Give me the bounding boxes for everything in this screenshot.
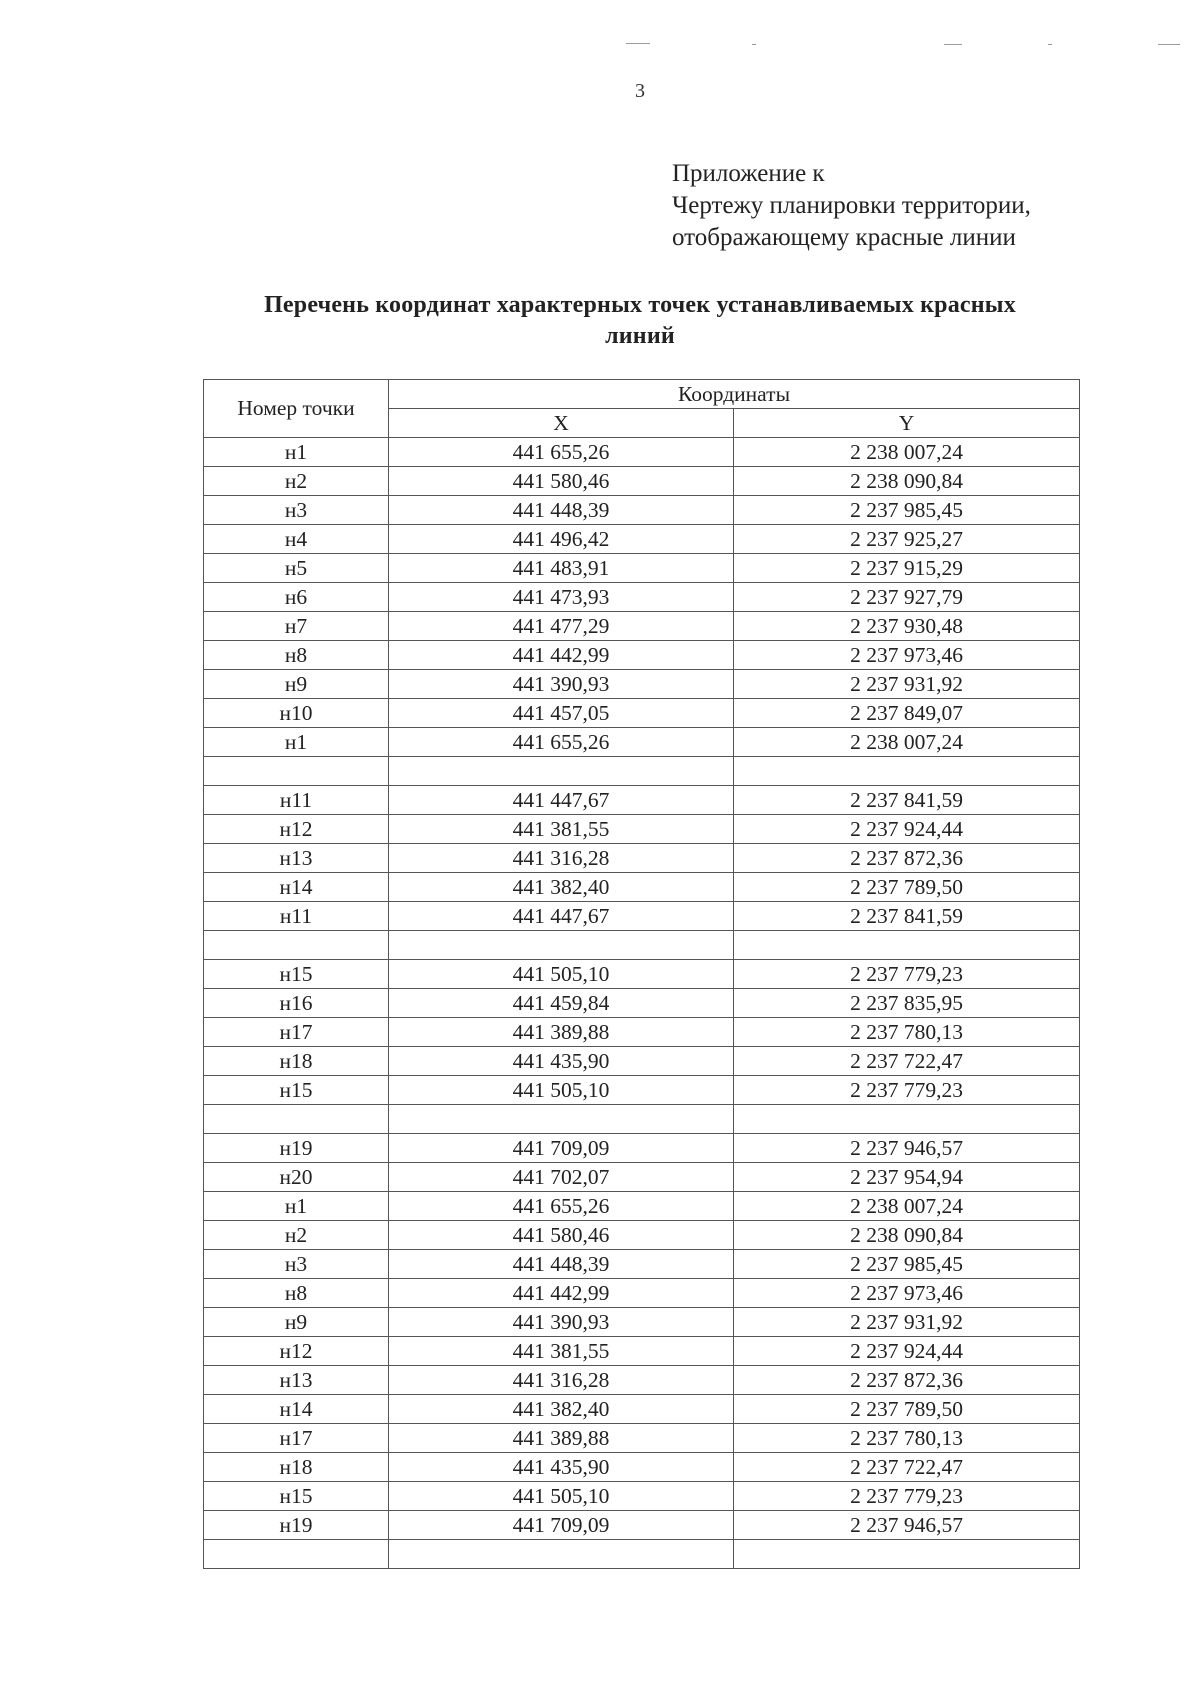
y-cell: 2 238 007,24: [734, 728, 1080, 757]
x-cell: 441 580,46: [389, 467, 734, 496]
point-cell: [204, 931, 389, 960]
y-cell: [734, 757, 1080, 786]
table-row: [204, 670, 1080, 699]
x-cell: 441 442,99: [389, 641, 734, 670]
point-cell: [204, 1105, 389, 1134]
y-cell: 2 238 007,24: [734, 1192, 1080, 1221]
y-cell: 2 237 946,57: [734, 1134, 1080, 1163]
y-cell: 2 237 779,23: [734, 1076, 1080, 1105]
table-row: [204, 1221, 1080, 1250]
point-cell: н12: [204, 1337, 389, 1366]
x-cell: 441 457,05: [389, 699, 734, 728]
table-row: [204, 1453, 1080, 1482]
table-row: [204, 467, 1080, 496]
table-row: [204, 815, 1080, 844]
y-cell: 2 237 872,36: [734, 1366, 1080, 1395]
point-cell: н15: [204, 1076, 389, 1105]
point-cell: н9: [204, 670, 389, 699]
y-cell: 2 237 985,45: [734, 1250, 1080, 1279]
table-row: [204, 1047, 1080, 1076]
y-cell: 2 238 090,84: [734, 467, 1080, 496]
table-row: [204, 844, 1080, 873]
point-cell: н19: [204, 1134, 389, 1163]
table-row: [204, 1540, 1080, 1569]
y-cell: 2 237 722,47: [734, 1047, 1080, 1076]
x-cell: 441 390,93: [389, 670, 734, 699]
x-cell: 441 382,40: [389, 1395, 734, 1424]
table-row: [204, 583, 1080, 612]
header-x: X: [389, 409, 734, 438]
table-row: [204, 1134, 1080, 1163]
point-cell: н8: [204, 641, 389, 670]
x-cell: 441 435,90: [389, 1453, 734, 1482]
y-cell: 2 237 973,46: [734, 1279, 1080, 1308]
point-cell: н15: [204, 1482, 389, 1511]
y-cell: 2 237 789,50: [734, 873, 1080, 902]
title-line: Перечень координат характерных точек устанавливаемых красных: [264, 292, 1016, 318]
y-cell: 2 237 841,59: [734, 902, 1080, 931]
y-cell: 2 237 780,13: [734, 1018, 1080, 1047]
y-cell: 2 237 954,94: [734, 1163, 1080, 1192]
table-row: [204, 641, 1080, 670]
x-cell: [389, 931, 734, 960]
table-row: [204, 873, 1080, 902]
y-cell: [734, 931, 1080, 960]
scan-artifact: [944, 44, 962, 45]
y-cell: 2 237 924,44: [734, 815, 1080, 844]
x-cell: 441 505,10: [389, 1076, 734, 1105]
table-row: [204, 496, 1080, 525]
table-row: [204, 1163, 1080, 1192]
y-cell: 2 237 841,59: [734, 786, 1080, 815]
x-cell: 441 655,26: [389, 728, 734, 757]
point-cell: н13: [204, 844, 389, 873]
point-cell: н14: [204, 1395, 389, 1424]
y-cell: 2 237 931,92: [734, 670, 1080, 699]
table-row: [204, 612, 1080, 641]
x-cell: 441 389,88: [389, 1424, 734, 1453]
x-cell: [389, 1105, 734, 1134]
table-row: [204, 1076, 1080, 1105]
table-row: [204, 989, 1080, 1018]
table-row: [204, 902, 1080, 931]
header-point-number: Номер точки: [204, 380, 389, 438]
table-row: [204, 1192, 1080, 1221]
x-cell: 441 655,26: [389, 1192, 734, 1221]
y-cell: 2 237 780,13: [734, 1424, 1080, 1453]
point-cell: н1: [204, 438, 389, 467]
y-cell: 2 237 924,44: [734, 1337, 1080, 1366]
x-cell: 441 459,84: [389, 989, 734, 1018]
annex-line: отображающему красные линии: [672, 224, 1016, 251]
page-number: 3: [635, 80, 645, 102]
x-cell: 441 448,39: [389, 1250, 734, 1279]
y-cell: 2 237 925,27: [734, 525, 1080, 554]
y-cell: [734, 1540, 1080, 1569]
scan-artifact: [1158, 44, 1180, 45]
point-cell: [204, 1540, 389, 1569]
y-cell: 2 237 930,48: [734, 612, 1080, 641]
x-cell: 441 381,55: [389, 1337, 734, 1366]
x-cell: 441 580,46: [389, 1221, 734, 1250]
y-cell: 2 237 779,23: [734, 960, 1080, 989]
point-cell: н2: [204, 1221, 389, 1250]
table-row: [204, 1018, 1080, 1047]
table-row: [204, 931, 1080, 960]
scan-artifact: [626, 43, 650, 44]
point-cell: н1: [204, 728, 389, 757]
y-cell: 2 237 849,07: [734, 699, 1080, 728]
x-cell: 441 435,90: [389, 1047, 734, 1076]
scan-artifact: [752, 44, 756, 45]
x-cell: 441 505,10: [389, 960, 734, 989]
annex-line: Приложение к: [672, 160, 825, 187]
y-cell: 2 237 931,92: [734, 1308, 1080, 1337]
x-cell: 441 477,29: [389, 612, 734, 641]
point-cell: н11: [204, 902, 389, 931]
y-cell: 2 238 007,24: [734, 438, 1080, 467]
annex-line: Чертежу планировки территории,: [672, 192, 1031, 219]
table-row: [204, 1366, 1080, 1395]
point-cell: н15: [204, 960, 389, 989]
point-cell: н18: [204, 1047, 389, 1076]
x-cell: 441 382,40: [389, 873, 734, 902]
x-cell: 441 655,26: [389, 438, 734, 467]
table-row: [204, 1482, 1080, 1511]
table-row: [204, 728, 1080, 757]
y-cell: 2 237 985,45: [734, 496, 1080, 525]
table-row: [204, 1308, 1080, 1337]
table-row: [204, 960, 1080, 989]
x-cell: 441 389,88: [389, 1018, 734, 1047]
x-cell: 441 381,55: [389, 815, 734, 844]
x-cell: [389, 757, 734, 786]
x-cell: 441 447,67: [389, 786, 734, 815]
table-row: [204, 757, 1080, 786]
point-cell: н13: [204, 1366, 389, 1395]
x-cell: 441 316,28: [389, 1366, 734, 1395]
point-cell: н16: [204, 989, 389, 1018]
point-cell: н4: [204, 525, 389, 554]
x-cell: [389, 1540, 734, 1569]
x-cell: 441 390,93: [389, 1308, 734, 1337]
y-cell: 2 238 090,84: [734, 1221, 1080, 1250]
point-cell: н14: [204, 873, 389, 902]
point-cell: н3: [204, 496, 389, 525]
table-row: [204, 1395, 1080, 1424]
point-cell: н11: [204, 786, 389, 815]
point-cell: н10: [204, 699, 389, 728]
table-row: [204, 438, 1080, 467]
y-cell: 2 237 779,23: [734, 1482, 1080, 1511]
y-cell: 2 237 973,46: [734, 641, 1080, 670]
x-cell: 441 447,67: [389, 902, 734, 931]
y-cell: 2 237 927,79: [734, 583, 1080, 612]
point-cell: н6: [204, 583, 389, 612]
y-cell: 2 237 946,57: [734, 1511, 1080, 1540]
y-cell: 2 237 835,95: [734, 989, 1080, 1018]
point-cell: н2: [204, 467, 389, 496]
point-cell: н5: [204, 554, 389, 583]
table-body: [204, 438, 1080, 1569]
table-row: [204, 786, 1080, 815]
point-cell: н17: [204, 1424, 389, 1453]
table-row: [204, 1105, 1080, 1134]
point-cell: н20: [204, 1163, 389, 1192]
point-cell: н12: [204, 815, 389, 844]
table-row: [204, 525, 1080, 554]
point-cell: н8: [204, 1279, 389, 1308]
scan-artifact: [1048, 44, 1052, 45]
x-cell: 441 702,07: [389, 1163, 734, 1192]
x-cell: 441 473,93: [389, 583, 734, 612]
x-cell: 441 709,09: [389, 1511, 734, 1540]
x-cell: 441 483,91: [389, 554, 734, 583]
y-cell: 2 237 789,50: [734, 1395, 1080, 1424]
x-cell: 441 505,10: [389, 1482, 734, 1511]
y-cell: 2 237 915,29: [734, 554, 1080, 583]
point-cell: н17: [204, 1018, 389, 1047]
point-cell: н3: [204, 1250, 389, 1279]
x-cell: 441 442,99: [389, 1279, 734, 1308]
table-row: [204, 699, 1080, 728]
document-title: [200, 290, 1080, 352]
coordinates-table: [203, 379, 1080, 1569]
point-cell: [204, 757, 389, 786]
point-cell: н19: [204, 1511, 389, 1540]
point-cell: н7: [204, 612, 389, 641]
table-row: [204, 1279, 1080, 1308]
point-cell: н18: [204, 1453, 389, 1482]
table-row: [204, 554, 1080, 583]
header-coordinates: Координаты: [389, 380, 1080, 409]
table-row: [204, 1250, 1080, 1279]
header-y: Y: [734, 409, 1080, 438]
point-cell: н9: [204, 1308, 389, 1337]
table-row: [204, 1424, 1080, 1453]
x-cell: 441 709,09: [389, 1134, 734, 1163]
table-row: [204, 1511, 1080, 1540]
y-cell: 2 237 722,47: [734, 1453, 1080, 1482]
x-cell: 441 448,39: [389, 496, 734, 525]
point-cell: н1: [204, 1192, 389, 1221]
annex-note: [672, 158, 1031, 254]
y-cell: 2 237 872,36: [734, 844, 1080, 873]
x-cell: 441 496,42: [389, 525, 734, 554]
table-row: [204, 1337, 1080, 1366]
title-line: линий: [605, 323, 675, 349]
y-cell: [734, 1105, 1080, 1134]
x-cell: 441 316,28: [389, 844, 734, 873]
